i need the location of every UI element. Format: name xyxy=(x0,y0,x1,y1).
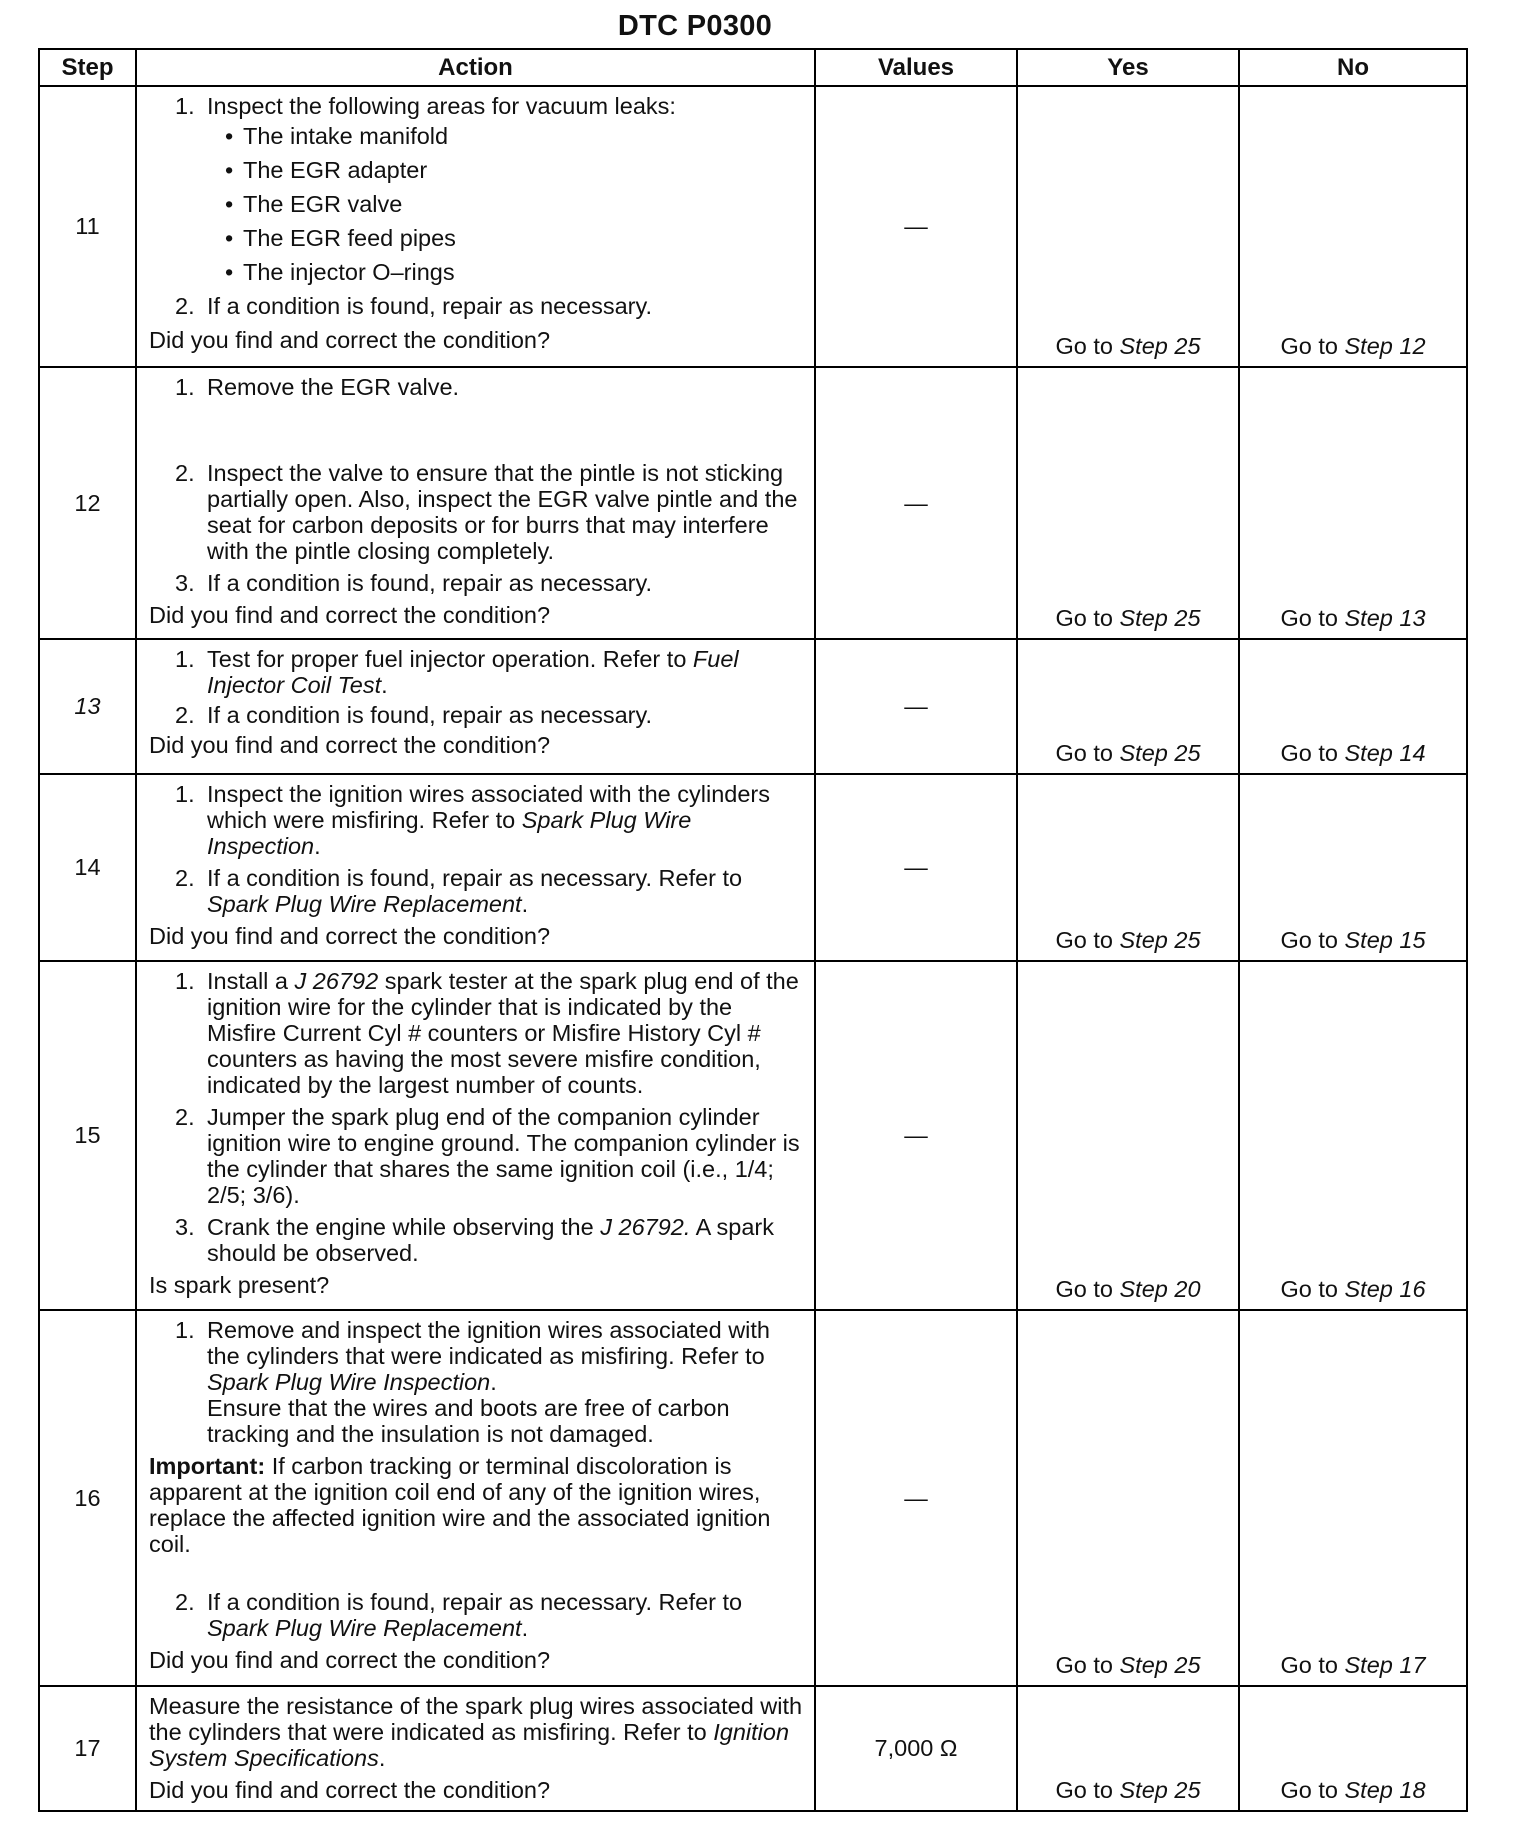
action-item: 1. Test for proper fuel injector operation. Refer to Fuel Injector Coil Test. xyxy=(175,646,739,698)
action-item: 1. Remove the EGR valve. xyxy=(175,374,460,400)
action-cell xyxy=(136,639,815,774)
question: Did you find and correct the condition? xyxy=(149,602,551,628)
question: Did you find and correct the condition? xyxy=(149,1777,551,1803)
yes-cell: Go to Step 25 xyxy=(1017,86,1239,367)
step-number: 16 xyxy=(39,1310,136,1686)
no-cell: Go to Step 14 xyxy=(1239,639,1467,774)
value-cell: — xyxy=(815,774,1017,961)
no-cell: Go to Step 16 xyxy=(1239,961,1467,1310)
header-values: Values xyxy=(815,49,1017,86)
step-number: 11 xyxy=(39,86,136,367)
bullet-item: • The intake manifold xyxy=(149,119,806,153)
value-cell: — xyxy=(815,1310,1017,1686)
action-cell xyxy=(136,1686,815,1811)
table-row xyxy=(39,1310,1467,1686)
yes-cell: Go to Step 25 xyxy=(1017,1310,1239,1686)
action-item: 2. If a condition is found, repair as necessary. Refer to Spark Plug Wire Replacement. xyxy=(175,1589,743,1641)
action-item: 2. If a condition is found, repair as necessary. xyxy=(175,293,652,319)
header-yes: Yes xyxy=(1017,49,1239,86)
step-number: 15 xyxy=(39,961,136,1310)
action-item: 2. Jumper the spark plug end of the companion cylinder ignition wire to engine ground. The companion cylinder is the cylinder that shares the same ignition coil (i.e., 1/4; 2/5; 3/6). xyxy=(175,1104,800,1208)
table-row xyxy=(39,1686,1467,1811)
bullet-item: • The EGR valve xyxy=(149,187,806,221)
step-number: 17 xyxy=(39,1686,136,1811)
table-row xyxy=(39,86,1467,367)
action-cell xyxy=(136,1310,815,1686)
table-row xyxy=(39,961,1467,1310)
yes-cell: Go to Step 20 xyxy=(1017,961,1239,1310)
action-item: 3. Crank the engine while observing the J 26792. A spark should be observed. xyxy=(175,1214,774,1266)
table-row xyxy=(39,774,1467,961)
bullet-item: • The EGR feed pipes xyxy=(149,221,806,255)
header-action: Action xyxy=(136,49,815,86)
document-title: DTC P0300 xyxy=(617,10,773,42)
value-cell: — xyxy=(815,86,1017,367)
action-cell xyxy=(136,961,815,1310)
question: Did you find and correct the condition? xyxy=(149,1647,551,1673)
yes-cell: Go to Step 25 xyxy=(1017,367,1239,639)
yes-cell: Go to Step 25 xyxy=(1017,1686,1239,1811)
no-cell: Go to Step 18 xyxy=(1239,1686,1467,1811)
action-item: 1. Inspect the ignition wires associated with the cylinders which were misfiring. Refer to Spark Plug Wire Inspection. xyxy=(175,781,770,859)
action-cell xyxy=(136,774,815,961)
no-cell: Go to Step 17 xyxy=(1239,1310,1467,1686)
question: Did you find and correct the condition? xyxy=(149,327,551,353)
bullet-item: • The injector O–rings xyxy=(149,255,806,289)
question: Did you find and correct the condition? xyxy=(149,732,551,758)
action-item: 2. If a condition is found, repair as necessary. xyxy=(175,702,652,728)
step-number: 12 xyxy=(39,367,136,639)
yes-cell: Go to Step 25 xyxy=(1017,639,1239,774)
step-number: 14 xyxy=(39,774,136,961)
step-number: 13 xyxy=(39,639,136,774)
value-cell: — xyxy=(815,961,1017,1310)
action-item: 2. Inspect the valve to ensure that the pintle is not sticking partially open. Also, inspect the EGR valve pintle and the seat for carbon deposits or for burrs that may interfere with the pintle closing completely. xyxy=(175,460,798,564)
value-cell: 7,000 Ω xyxy=(815,1686,1017,1811)
yes-cell: Go to Step 25 xyxy=(1017,774,1239,961)
header-step: Step xyxy=(39,49,136,86)
no-cell: Go to Step 12 xyxy=(1239,86,1467,367)
action-item: 1. Install a J 26792 spark tester at the spark plug end of the ignition wire for the cylinder that is indicated by the Misfire Current Cyl # counters or Misfire History Cyl # counters as having the most severe misfire condition, indicated by the largest number of counts. xyxy=(175,968,799,1098)
action-item: 1. Remove and inspect the ignition wires associated with the cylinders that were indicated as misfiring. Refer to Spark Plug Wire Inspection. Ensure that the wires and boots are free of carbon tracking and the insulation is not damaged. xyxy=(175,1317,770,1447)
action-cell xyxy=(136,367,815,639)
no-cell: Go to Step 15 xyxy=(1239,774,1467,961)
table-row xyxy=(39,367,1467,639)
diagnostic-table xyxy=(38,48,1468,1812)
action-text: Measure the resistance of the spark plug wires associated with the cylinders that were indicated as misfiring. Refer to Ignition System Specifications. xyxy=(149,1693,803,1771)
question: Did you find and correct the condition? xyxy=(149,923,551,949)
header-row xyxy=(39,49,1467,86)
action-item: 3. If a condition is found, repair as necessary. xyxy=(175,570,652,596)
table-row xyxy=(39,639,1467,774)
value-cell: — xyxy=(815,639,1017,774)
action-item: 1. Inspect the following areas for vacuum leaks: xyxy=(175,93,676,119)
no-cell: Go to Step 13 xyxy=(1239,367,1467,639)
action-cell xyxy=(136,86,815,367)
important-note: Important: If carbon tracking or terminal discoloration is apparent at the ignition coil end of any of the ignition wires, replace the affected ignition wire and the associated ignition coil. xyxy=(149,1453,771,1557)
action-item: 2. If a condition is found, repair as necessary. Refer to Spark Plug Wire Replacement. xyxy=(175,865,743,917)
bullet-list xyxy=(149,119,806,289)
bullet-item: • The EGR adapter xyxy=(149,153,806,187)
value-cell: — xyxy=(815,367,1017,639)
question: Is spark present? xyxy=(149,1272,330,1298)
header-no: No xyxy=(1239,49,1467,86)
